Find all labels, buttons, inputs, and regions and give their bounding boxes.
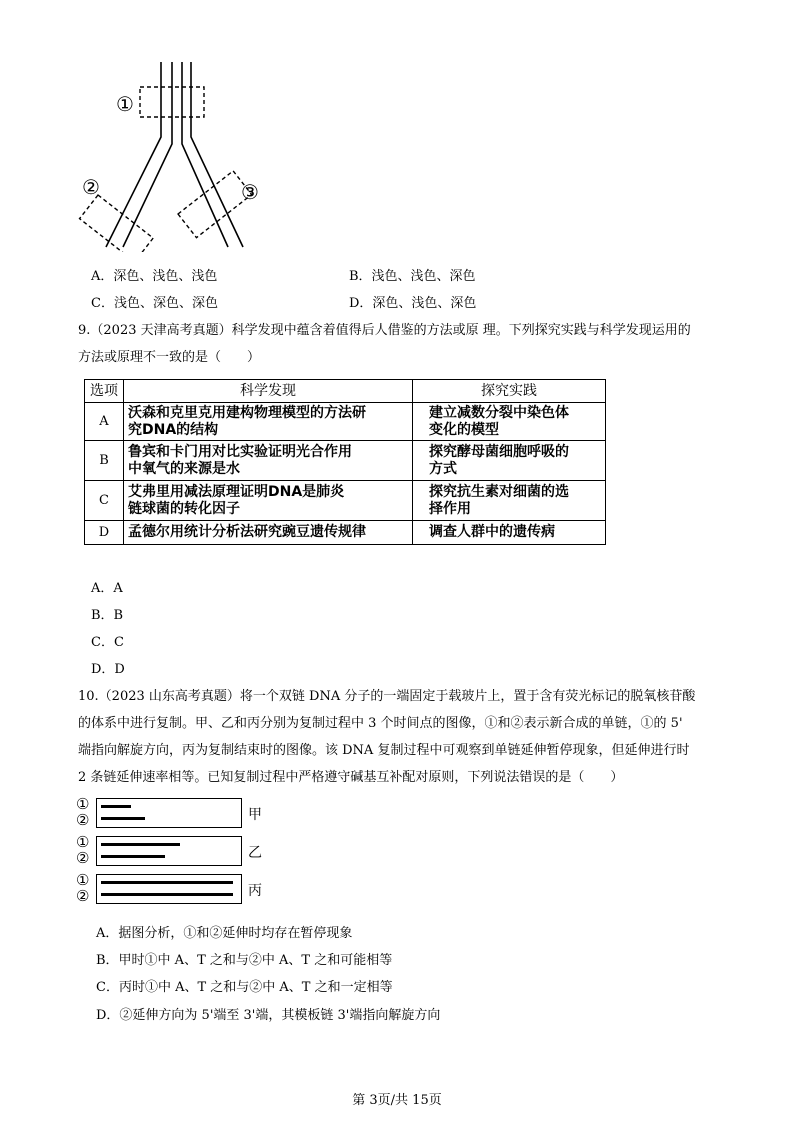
row-discovery: 艾弗里用减法原理证明DNA是肺炎 链球菌的转化因子	[124, 481, 413, 521]
row-option: D	[85, 521, 124, 545]
table-row	[85, 481, 606, 521]
row-discovery: 鲁宾和卡门用对比实验证明光合作用 中氧气的来源是水	[124, 441, 413, 481]
table-row	[85, 403, 606, 441]
fork-strand-right-outer	[191, 62, 243, 247]
strand-label-2: ②	[76, 849, 90, 867]
q8-option-b[interactable]: B．浅色、浅色、深色	[349, 269, 476, 284]
header-practice: 探究实践	[413, 380, 606, 403]
row-option: B	[85, 441, 124, 481]
label-3: ③	[241, 180, 259, 204]
row-option: A	[85, 403, 124, 441]
new-strand-2	[101, 893, 233, 896]
strand-label-2: ②	[76, 887, 90, 905]
table-row	[85, 521, 606, 545]
row-option: C	[85, 481, 124, 521]
q10-option-c[interactable]: C．丙时①中 A、T 之和与②中 A、T 之和一定相等	[96, 980, 393, 995]
q10-option-a[interactable]: A．据图分析，①和②延伸时均存在暂停现象	[96, 926, 353, 941]
panel-bing	[76, 872, 276, 908]
q10-figure	[76, 796, 276, 908]
strand-label-1: ①	[76, 871, 90, 889]
q9-stem-line-1: 9.（2023 天津高考真题）科学发现中蕴含着值得后人借鉴的方法或原 理。下列探究实践与科学发现运用的	[78, 323, 691, 338]
fork-strand-left-outer	[106, 62, 161, 247]
new-strand-2	[101, 855, 165, 858]
q9-option-c[interactable]: C．C	[91, 635, 124, 650]
new-strand-1	[101, 805, 131, 808]
new-strand-2	[101, 817, 145, 820]
q9-option-a[interactable]: A．A	[91, 581, 123, 596]
label-1: ①	[116, 92, 134, 116]
panel-label: 丙	[248, 883, 262, 899]
q8-option-d[interactable]: D．深色、浅色、深色	[349, 296, 477, 311]
q9-table	[84, 379, 606, 545]
header-option: 选项	[85, 380, 124, 403]
new-strand-1	[101, 843, 180, 846]
row-discovery: 孟德尔用统计分析法研究豌豆遗传规律	[124, 521, 413, 545]
q8-option-c[interactable]: C．浅色、深色、深色	[91, 296, 218, 311]
table-header-row	[85, 380, 606, 403]
q9-stem-line-2: 方法或原理不一致的是（ ）	[78, 350, 261, 365]
q10-option-d[interactable]: D．②延伸方向为 5'端至 3'端，其模板链 3'端指向解旋方向	[96, 1008, 441, 1023]
row-practice: 探究抗生素对细菌的选 择作用	[413, 481, 606, 521]
replication-box	[96, 836, 242, 866]
q10-option-b[interactable]: B．甲时①中 A、T 之和与②中 A、T 之和可能相等	[96, 953, 393, 968]
q8-option-a[interactable]: A．深色、浅色、浅色	[91, 269, 218, 284]
replication-box	[96, 798, 242, 828]
replication-fork-figure	[78, 62, 278, 252]
header-discovery: 科学发现	[124, 380, 413, 403]
q10-stem-line-4: 2 条链延伸速率相等。已知复制过程中严格遵守碱基互补配对原则，下列说法错误的是（ ）	[78, 770, 624, 785]
q10-stem-line-1: 10.（2023 山东高考真题）将一个双链 DNA 分子的一端固定于载玻片上，置于含有荧光标记的脱氧核苷酸	[78, 689, 696, 704]
strand-label-1: ①	[76, 795, 90, 813]
panel-jia	[76, 796, 276, 832]
strand-label-1: ①	[76, 833, 90, 851]
strand-label-2: ②	[76, 811, 90, 829]
table-row	[85, 441, 606, 481]
q10-stem-line-2: 的体系中进行复制。甲、乙和丙分别为复制过程中 3 个时间点的图像，①和②表示新合成的单链，①的 5'	[78, 716, 683, 731]
fork-strand-left-inner	[123, 62, 172, 247]
panel-label: 乙	[248, 845, 262, 861]
page-number: 第 3页/共 15页	[352, 1093, 442, 1108]
panel-yi	[76, 834, 276, 870]
fork-strand-right-inner	[182, 62, 228, 247]
q9-option-b[interactable]: B．B	[91, 608, 124, 623]
q10-stem-line-3: 端指向解旋方向，丙为复制结束时的图像。该 DNA 复制过程中可观察到单链延伸暂停现象，但延伸进行时	[78, 743, 690, 758]
dashed-box-2	[80, 195, 154, 252]
row-practice: 建立减数分裂中染色体 变化的模型	[413, 403, 606, 441]
label-2: ②	[82, 175, 100, 199]
replication-box	[96, 874, 242, 904]
new-strand-1	[101, 881, 233, 884]
row-discovery: 沃森和克里克用建构物理模型的方法研 究DNA的结构	[124, 403, 413, 441]
q9-option-d[interactable]: D．D	[91, 662, 125, 677]
row-practice: 调查人群中的遗传病	[413, 521, 606, 545]
panel-label: 甲	[248, 807, 262, 823]
row-practice: 探究酵母菌细胞呼吸的 方式	[413, 441, 606, 481]
